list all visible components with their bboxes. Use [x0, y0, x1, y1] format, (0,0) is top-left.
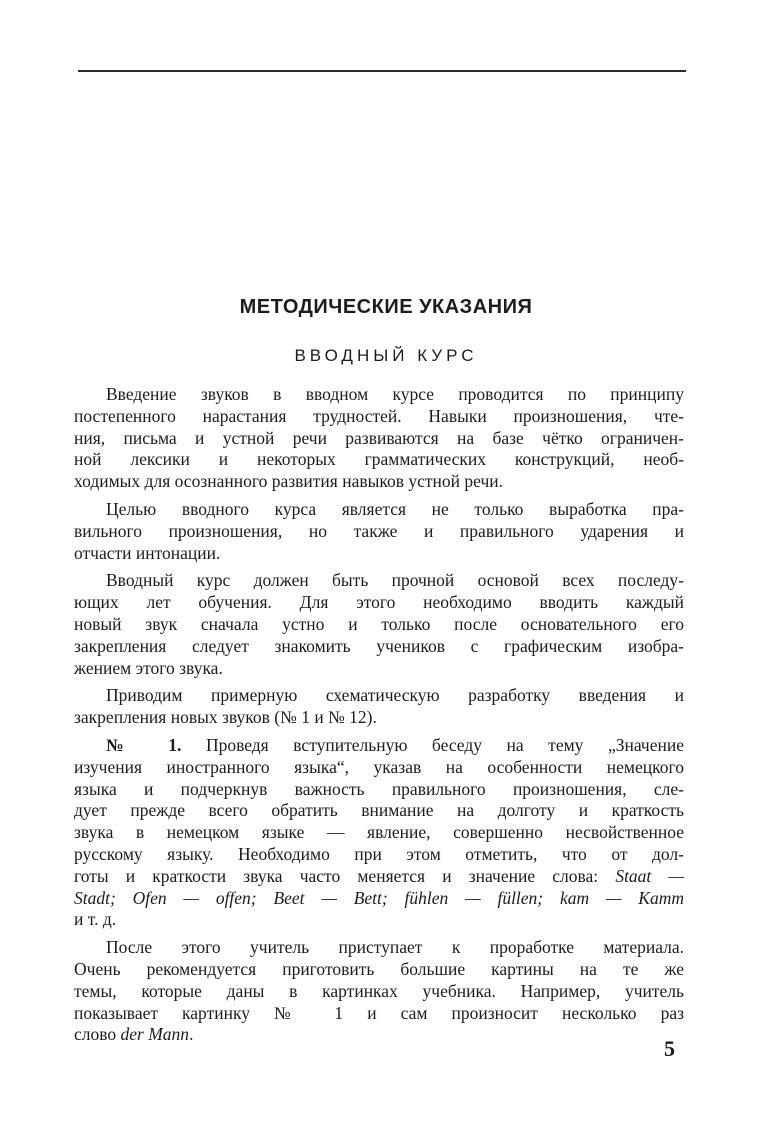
german-examples: Stadt; Ofen — offen; Beet — Bett; fühlen — füllen; kam — Kamm — [74, 887, 684, 908]
paragraph-5 — [74, 735, 684, 931]
section-subtitle: ВВОДНЫЙ КУРС — [294, 346, 478, 365]
paragraph-6 — [74, 937, 684, 1046]
text-line: ной лексики и некоторых грамматических конструкций, необ- — [74, 449, 684, 470]
text-line: новый звук сначала устно и только после основательного его — [74, 613, 684, 634]
text-line: Целью вводного курса является не только выработка пра- — [106, 498, 684, 519]
text-fragment: . — [189, 1024, 194, 1045]
text-line: отчасти интонации. — [74, 542, 221, 563]
text-line — [74, 866, 684, 888]
page-number: 5 — [664, 1036, 675, 1061]
text-line: изучения иностранного языка“, указав на особенности немецкого — [74, 756, 684, 777]
text-line: После этого учитель приступает к проработке материала. — [106, 937, 684, 958]
paragraph-4 — [74, 685, 684, 729]
text-line: ющих лет обучения. Для этого необходимо вводить каждый — [74, 592, 684, 613]
text-line: постепенного нарастания трудностей. Навыки произношения, чте- — [74, 405, 684, 426]
paragraph-2 — [74, 499, 684, 564]
page-title: МЕТОДИЧЕСКИЕ УКАЗАНИЯ — [239, 296, 533, 318]
text-line: Приводим примерную схематическую разработку введения и — [106, 685, 684, 706]
german-example: Staat — — [615, 865, 684, 886]
text-fragment: слово — [74, 1024, 121, 1045]
german-example: der Mann — [120, 1024, 190, 1045]
body-text — [74, 384, 684, 1052]
text-line: закрепления новых звуков (№ 1 и № 12). — [74, 707, 377, 728]
text-line: звука в немецком языке — явление, совершенно несвойственное — [74, 822, 684, 843]
text-line: вильного произношения, но также и правильного ударения и — [74, 520, 684, 541]
paragraph-1 — [74, 384, 684, 493]
text-line — [74, 888, 684, 910]
text-line: закрепления следует знакомить учеников с графическим изобра- — [74, 635, 684, 656]
text-line: жением этого звука. — [74, 657, 223, 678]
text-line: Введение звуков в вводном курсе проводится по принципу — [106, 384, 684, 404]
text-line: темы, которые даны в картинках учебника. Например, учитель — [74, 980, 684, 1001]
example-number: № 1. — [106, 734, 182, 755]
text-line — [74, 1024, 684, 1046]
text-line: Вводный курс должен быть прочной основой всех последу- — [106, 570, 684, 591]
text-line: и т. д. — [74, 909, 117, 930]
top-rule — [78, 70, 686, 72]
paragraph-3 — [74, 570, 684, 679]
text-line: дует прежде всего обратить внимание на долготу и краткость — [74, 800, 684, 821]
text-line: ния, письма и устной речи развиваются на базе чётко ограничен- — [74, 427, 684, 448]
text-line: показывает картинку № 1 и сам произносит несколько раз — [74, 1002, 684, 1023]
text-fragment: готы и краткости звука часто меняется и значение слова: — [74, 865, 616, 886]
text-line: русскому языку. Необходимо при этом отметить, что от дол- — [74, 843, 684, 864]
text-line — [74, 735, 684, 757]
text-fragment: Проведя вступительную беседу на тему „Значение — [181, 734, 684, 755]
text-line: языка и подчеркнув важность правильного произношения, сле- — [74, 778, 684, 799]
text-line: Очень рекомендуется приготовить большие картины на те же — [74, 958, 684, 979]
text-line: ходимых для осознанного развития навыков устной речи. — [74, 471, 504, 492]
